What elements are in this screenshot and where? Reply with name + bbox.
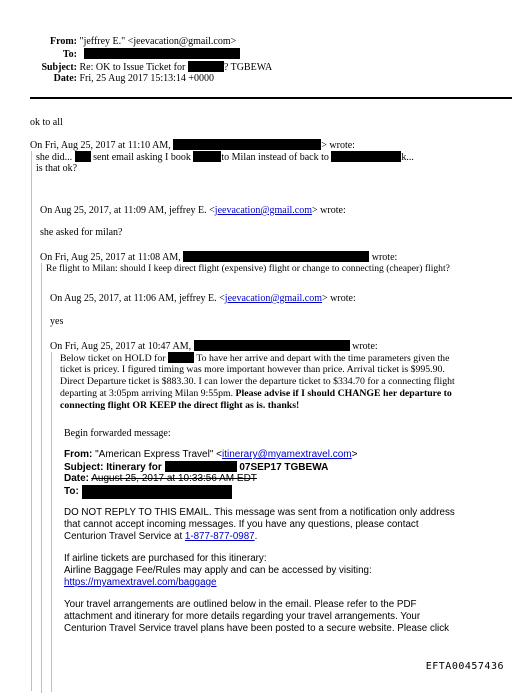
fwd-date-row: Date: August 25, 2017 at 10:33:56 AM EDT — [64, 473, 257, 484]
redaction-block — [82, 485, 232, 499]
quote3-intro: On Fri, Aug 25, 2017 at 11:08 AM, wrote: — [40, 252, 398, 263]
subject-label: Subject: — [41, 62, 77, 73]
to-label: To: — [62, 49, 77, 60]
quote5-line2: ticket is pricey. I figured timing was more important however than price. Arrival ticket is $995.90. — [60, 364, 445, 375]
redaction-block — [193, 151, 221, 162]
email-link[interactable]: itinerary@myamextravel.com — [222, 449, 352, 460]
quote1-line1: she did... sent email asking I book to Milan instead of back to k... — [36, 152, 414, 163]
quote5-line4: departing at 3:05pm arriving Milan 9:55pm. Please advise if I should CHANGE her departure to — [60, 388, 452, 399]
date-value: Fri, 25 Aug 2017 15:13:14 +0000 — [79, 73, 215, 84]
phone-link[interactable]: 1-877-877-0987 — [184, 531, 255, 542]
redaction-block — [75, 151, 91, 162]
fwd-subject-row: Subject: Itinerary for 07SEP17 TGBEWA — [64, 462, 329, 473]
fwd-date-label: Date: — [64, 473, 90, 484]
redaction-block — [188, 61, 224, 72]
quote1-line2: is that ok? — [36, 163, 78, 174]
fwd-p3-line3: Centurion Travel Service travel plans have been posted to a secure website. Please click — [64, 623, 450, 634]
quote-bar-2 — [41, 263, 42, 693]
fwd-from-label: From: — [64, 449, 93, 460]
quote5-line5: connecting flight OR KEEP the direct flight as is. thanks! — [60, 400, 300, 411]
header-date-row — [30, 73, 214, 85]
quote-bar-3 — [51, 352, 52, 692]
quote-bar-1 — [31, 151, 32, 691]
redaction-block — [331, 151, 401, 162]
quote3-text: Re flight to Milan: should I keep direct flight (expensive) flight or change to connecting (cheaper) flight? — [46, 263, 450, 274]
forwarded-label: Begin forwarded message: — [64, 428, 171, 439]
fwd-from-row: From: "American Express Travel" <itinerary@myamextravel.com> — [64, 449, 358, 460]
baggage-link[interactable]: https://myamextravel.com/baggage — [64, 577, 217, 588]
redaction-block — [173, 139, 321, 150]
from-value: "jeffrey E." <jeevacation@gmail.com> — [79, 36, 237, 47]
quote1-intro: On Fri, Aug 25, 2017 at 11:10 AM, > wrote: — [30, 140, 355, 151]
from-label: From: — [49, 36, 77, 47]
redaction-block — [165, 461, 237, 472]
redaction-block — [84, 48, 240, 59]
fwd-to-row — [64, 485, 232, 499]
header-from-row — [30, 36, 236, 48]
reply-text: ok to all — [30, 117, 63, 128]
fwd-p3-line2: attachment and itinerary for more details regarding your travel arrangements. Your — [64, 611, 421, 622]
fwd-p1-line2: that cannot accept incoming messages. If you have any questions, please contact — [64, 519, 419, 530]
header-to-row — [30, 48, 240, 61]
document-id: EFTA00457436 — [425, 661, 504, 672]
date-label: Date: — [53, 73, 77, 84]
fwd-p3-line1: Your travel arrangements are outlined below in the email. Please refer to the PDF — [64, 599, 417, 610]
quote4-text: yes — [50, 316, 64, 327]
quote5-intro: On Fri, Aug 25, 2017 at 10:47 AM, wrote: — [50, 341, 378, 352]
subject-suffix: ? TGBEWA — [223, 62, 273, 73]
fwd-p2-line2: Airline Baggage Fee/Rules may apply and can be accessed by visiting: — [64, 565, 372, 576]
quote2-intro: On Aug 25, 2017, at 11:09 AM, jeffrey E. <jeevacation@gmail.com> wrote: — [40, 205, 346, 216]
fwd-p2-line1: If airline tickets are purchased for this itinerary: — [64, 553, 267, 564]
email-link[interactable]: jeevacation@gmail.com — [214, 205, 313, 216]
fwd-to-label: To: — [64, 486, 79, 497]
redaction-block — [168, 352, 194, 363]
redaction-block — [183, 251, 369, 262]
subject-prefix: Re: OK to Issue Ticket for — [79, 62, 186, 73]
fwd-subject-label: Subject: — [64, 462, 104, 473]
fwd-p1-line1: DO NOT REPLY TO THIS EMAIL. This message was sent from a notification only address — [64, 507, 455, 518]
fwd-p1-line3: Centurion Travel Service at 1-877-877-0987. — [64, 531, 258, 542]
quote4-intro: On Aug 25, 2017, at 11:06 AM, jeffrey E. <jeevacation@gmail.com> wrote: — [50, 293, 356, 304]
quote5-line1: Below ticket on HOLD for To have her arrive and depart with the time parameters given the — [60, 353, 450, 364]
email-link[interactable]: jeevacation@gmail.com — [224, 293, 323, 304]
header-divider — [30, 97, 512, 99]
quote2-text: she asked for milan? — [40, 227, 123, 238]
redaction-block — [194, 340, 350, 351]
quote5-line3: Direct Departure ticket is $883.30. I can lower the departure ticket to $334.70 for a connecting flight — [60, 376, 455, 387]
